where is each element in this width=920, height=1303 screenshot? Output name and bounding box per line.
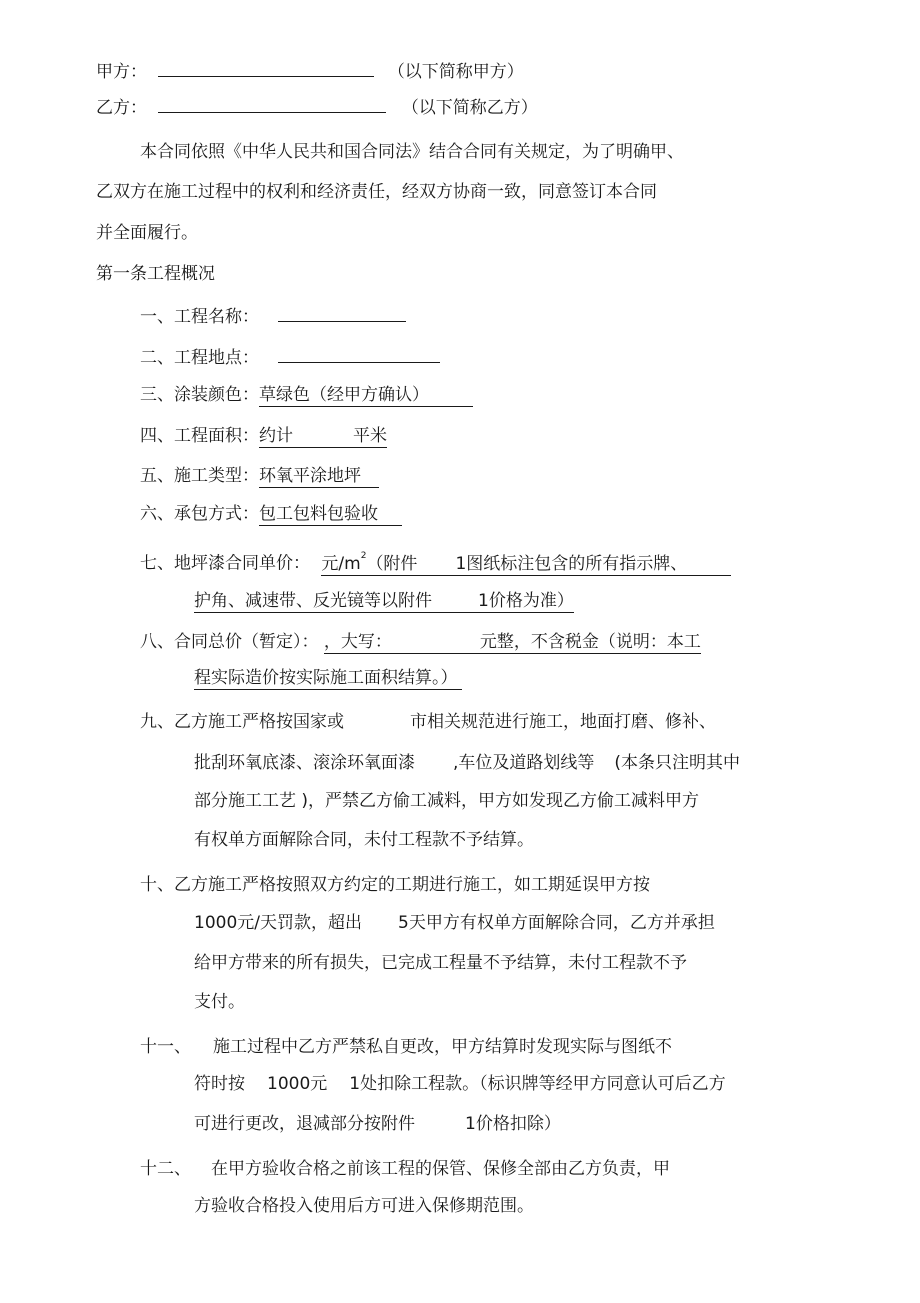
- intro-line-3: 并全面履行。: [96, 223, 198, 243]
- item-11-line-1: [140, 1036, 672, 1058]
- item-5-value: 环氧平涂地坪: [259, 466, 379, 488]
- item-11-line3-a: 可进行更改，退减部分按附件: [194, 1114, 415, 1134]
- item-3-label: 三、涂装颜色：: [140, 385, 259, 405]
- party-a-blank: [158, 58, 374, 77]
- item-11-line3-b: 1价格扣除）: [465, 1114, 561, 1134]
- party-a-label: 甲方：: [96, 62, 147, 82]
- item-6-label: 六、承包方式：: [140, 504, 259, 524]
- item-4-approx: 约计: [259, 426, 293, 446]
- item-unit-price: [140, 549, 731, 575]
- item-11-text: 施工过程中乙方严禁私自更改，甲方结算时发现实际与图纸不: [213, 1037, 672, 1057]
- item-8-label: 八、合同总价（暂定）：: [140, 632, 319, 652]
- intro-line-2: 乙双方在施工过程中的权利和经济责任，经双方协商一致，同意签订本合同: [96, 182, 657, 202]
- item-11-line2-a: 符时按: [194, 1074, 245, 1094]
- item-7-text-b: 1图纸标注包含的所有指示牌、: [455, 553, 688, 574]
- item-12-text: 在甲方验收合格之前该工程的保管、保修全部由乙方负责，甲: [211, 1159, 670, 1179]
- item-7-line2-a: 护角、减速带、反光镜等以附件: [194, 591, 432, 611]
- item-11-line-2: [194, 1073, 726, 1095]
- item-5-label: 五、施工类型：: [140, 466, 259, 486]
- item-6-value: 包工包料包验收: [259, 504, 402, 526]
- item-7-unit: 元/m: [321, 553, 361, 574]
- item-total-price: [140, 631, 701, 653]
- item-3-value: 草绿色（经甲方确认）: [259, 385, 473, 407]
- item-4-value: [259, 426, 387, 448]
- item-7-sup: 2: [360, 551, 367, 561]
- item-12-line-2: 方验收合格投入使用后方可进入保修期范围。: [194, 1196, 534, 1216]
- item-10-line-4: 支付。: [194, 992, 245, 1012]
- party-b-line: [96, 94, 538, 119]
- item-7-value: [321, 551, 731, 576]
- item-9-line2-a: 批刮环氧底漆、滚涂环氧面漆: [194, 753, 415, 773]
- item-coating-color: [140, 384, 473, 406]
- party-b-label: 乙方：: [96, 98, 147, 118]
- item-10-line-2: [194, 912, 715, 934]
- item-9-line2-c: (本条只注明其中: [614, 753, 741, 773]
- party-b-note: （以下简称乙方）: [401, 98, 538, 118]
- item-7-label: 七、地坪漆合同单价：: [140, 553, 310, 574]
- item-project-area: [140, 425, 387, 447]
- item-1-label: 一、工程名称：: [140, 307, 259, 327]
- item-9-line-4: 有权单方面解除合同，未付工程款不予结算。: [194, 830, 534, 850]
- party-a-note: （以下简称甲方）: [387, 62, 524, 82]
- item-8-text-a: ，大写：: [323, 632, 392, 652]
- item-8-line-2: 程实际造价按实际施工面积结算。）: [194, 668, 462, 690]
- item-9-b: 市相关规范进行施工，地面打磨、修补、: [410, 712, 716, 732]
- party-a-line: [96, 58, 524, 83]
- item-11-line2-c: 1处扣除工程款。（标识牌等经甲方同意认可后乙方: [349, 1074, 726, 1094]
- item-10-line2-b: 5天甲方有权单方面解除合同，乙方并承担: [398, 913, 715, 933]
- intro-line-1: 本合同依照《中华人民共和国合同法》结合合同有关规定，为了明确甲、: [140, 142, 684, 162]
- item-9-a: 九、乙方施工严格按国家或: [140, 712, 344, 732]
- item-4-label: 四、工程面积：: [140, 426, 259, 446]
- item-total-price-cont: [194, 667, 462, 689]
- item-4-unit: 平米: [353, 426, 387, 446]
- item-7-line2-b: 1价格为准）: [478, 591, 574, 611]
- item-12-label: 十二、: [140, 1159, 191, 1179]
- item-10-line-1: 十、乙方施工严格按照双方约定的工期进行施工，如工期延误甲方按: [140, 875, 650, 895]
- item-project-location: [140, 344, 440, 369]
- item-8-text-b: 元整，不含税金（说明：本工: [479, 632, 701, 652]
- item-unit-price-cont: [194, 590, 574, 612]
- item-1-blank: [278, 303, 406, 322]
- item-construction-type: [140, 465, 379, 487]
- item-10-line-3: 给甲方带来的所有损失，已完成工程量不予结算，未付工程款不予: [194, 953, 687, 973]
- item-contract-mode: [140, 503, 402, 525]
- item-12-line-1: [140, 1158, 670, 1180]
- item-9-line-2: [194, 752, 740, 774]
- item-10-line2-a: 1000元/天罚款，超出: [194, 913, 362, 933]
- item-7-line-2: [194, 591, 574, 613]
- article-1-heading: 第一条工程概况: [96, 264, 215, 284]
- item-2-label: 二、工程地点：: [140, 348, 259, 368]
- item-9-line-3: 部分施工工艺 )，严禁乙方偷工减料，甲方如发现乙方偷工减料甲方: [194, 791, 700, 811]
- item-8-value: [324, 632, 701, 654]
- item-11-line2-b: 1000元: [267, 1074, 328, 1094]
- item-11-line-3: [194, 1113, 561, 1135]
- party-b-blank: [158, 94, 386, 113]
- item-7-text-a: （附件: [366, 553, 418, 574]
- item-project-name: [140, 303, 406, 328]
- item-9-line-1: [140, 711, 716, 733]
- item-9-line2-b: ,车位及道路划线等: [453, 753, 595, 773]
- item-11-label: 十一、: [140, 1037, 191, 1057]
- item-2-blank: [278, 344, 440, 363]
